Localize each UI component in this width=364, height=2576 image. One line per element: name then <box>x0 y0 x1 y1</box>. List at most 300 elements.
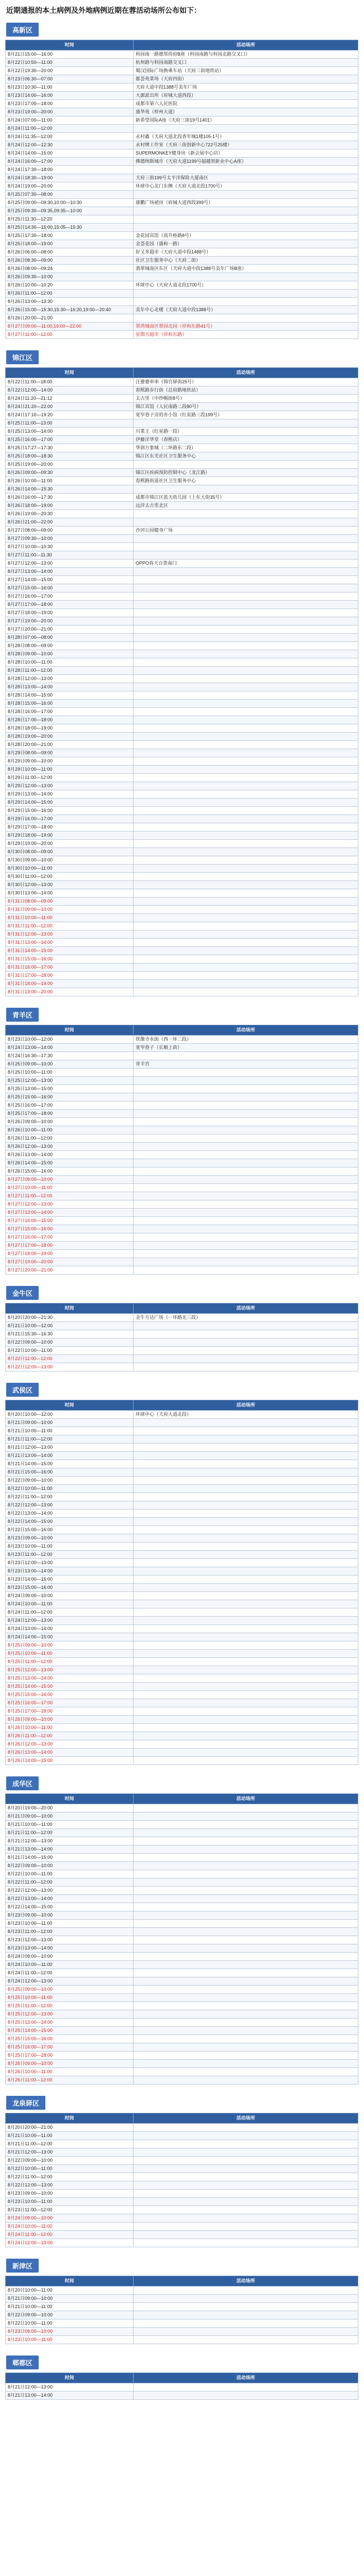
place-cell <box>134 1460 358 1468</box>
place-cell <box>134 1258 358 1266</box>
time-cell: 8月25日14:30—15:00,15:05—15:30 <box>6 224 134 232</box>
column-header-time: 时间 <box>6 1400 134 1411</box>
time-cell: 8月26日08:30—09:00 <box>6 257 134 265</box>
place-cell <box>134 1355 358 1363</box>
place-cell: 伊藤洋华堂（春熙店） <box>134 436 358 444</box>
table-row <box>6 873 358 881</box>
time-cell: 8月21日13:00—14:00 <box>6 1845 134 1854</box>
place-cell <box>134 1716 358 1724</box>
table-row <box>6 2336 358 2344</box>
table-row <box>6 757 358 766</box>
place-cell <box>134 485 358 494</box>
table-row <box>6 158 358 166</box>
column-header-time: 时间 <box>6 1025 134 1036</box>
table-row <box>6 1250 358 1258</box>
place-cell <box>134 889 358 897</box>
place-cell <box>134 799 358 807</box>
table-row <box>6 1691 358 1699</box>
time-cell: 8月24日11:00—12:00 <box>6 2231 134 2239</box>
place-cell <box>134 1804 358 1812</box>
place-cell <box>134 1592 358 1600</box>
table-row <box>6 2148 358 2157</box>
time-cell: 8月24日09:00—10:00 <box>6 2214 134 2223</box>
time-cell: 8月26日11:00—12:00 <box>6 1134 134 1143</box>
time-cell: 8月26日18:00—19:00 <box>6 502 134 510</box>
time-cell: 8月21日12:00—13:00 <box>6 1837 134 1845</box>
table-row <box>6 2383 358 2392</box>
time-cell: 8月21日14:00—15:00 <box>6 1460 134 1468</box>
time-cell: 8月26日10:00—11:00 <box>6 1724 134 1732</box>
time-cell: 8月25日12:00—13:00 <box>6 1077 134 1085</box>
time-cell: 8月21日10:00—11:00 <box>6 2132 134 2140</box>
table-row <box>6 2328 358 2336</box>
place-cell <box>134 782 358 790</box>
time-cell: 8月29日13:00—14:00 <box>6 790 134 799</box>
place-cell <box>134 2002 358 2010</box>
time-cell: 8月27日10:00—10:30 <box>6 543 134 551</box>
place-cell: 金牛万达广场（一环路北三段） <box>134 1314 358 1322</box>
place-cell <box>134 2076 358 2084</box>
table-row <box>6 799 358 807</box>
table-row <box>6 141 358 149</box>
district-section <box>5 2259 359 2344</box>
table-row <box>6 215 358 224</box>
time-cell: 8月31日15:00—16:00 <box>6 955 134 963</box>
table-row <box>6 658 358 667</box>
time-cell: 8月22日13:00—14:00 <box>6 1510 134 1518</box>
table-row <box>6 2157 358 2165</box>
table-row <box>6 675 358 683</box>
district-section <box>5 1776 359 2084</box>
table-row <box>6 1258 358 1266</box>
place-cell <box>134 1895 358 1903</box>
time-cell: 8月22日09:00—10:00 <box>6 1862 134 1870</box>
place-cell <box>134 1683 358 1691</box>
time-cell: 8月26日13:00—14:00 <box>6 1749 134 1757</box>
table-row <box>6 865 358 873</box>
place-cell: 宽窄巷子（长顺上街） <box>134 1044 358 1052</box>
time-cell: 8月24日12:00—13:00 <box>6 1977 134 1986</box>
table-row <box>6 1854 358 1862</box>
time-cell: 8月29日09:00—10:00 <box>6 757 134 766</box>
table-row <box>6 510 358 518</box>
time-cell: 8月21日12:00—13:00 <box>6 1444 134 1452</box>
time-cell: 8月20日20:00—21:30 <box>6 1314 134 1322</box>
time-cell: 8月26日14:00—15:00 <box>6 1757 134 1765</box>
place-cell <box>134 2328 358 2336</box>
time-cell: 8月31日10:00—11:00 <box>6 914 134 922</box>
time-cell: 8月24日11:20—21:12 <box>6 395 134 403</box>
table-row <box>6 2132 358 2140</box>
district-section <box>5 2355 359 2400</box>
time-cell: 8月27日14:00—15:00 <box>6 1217 134 1225</box>
place-cell: 杭州路与科园南路交叉口 <box>134 59 358 67</box>
place-cell <box>134 298 358 306</box>
time-cell: 8月26日10:00—11:00 <box>6 477 134 485</box>
table-row <box>6 50 358 59</box>
table-row <box>6 683 358 691</box>
table-row <box>6 922 358 930</box>
time-cell: 8月24日13:00—14:00 <box>6 1625 134 1633</box>
district-name: 郫都区 <box>6 2355 39 2369</box>
place-cell <box>134 1330 358 1338</box>
time-cell: 8月31日19:00—20:00 <box>6 988 134 996</box>
place-cell: 佛德纳斯城市（天府大道1199号超越领新业中心A座） <box>134 158 358 166</box>
place-cell <box>134 1575 358 1584</box>
place-cell <box>134 419 358 428</box>
place-cell <box>134 1551 358 1559</box>
time-cell: 8月28日10:00—11:00 <box>6 658 134 667</box>
time-cell: 8月23日12:00—13:00 <box>6 1559 134 1567</box>
time-cell: 8月23日15:00—16:00 <box>6 1584 134 1592</box>
time-cell: 8月23日13:00—14:00 <box>6 1944 134 1953</box>
place-cell <box>134 1994 358 2002</box>
place-cell: 蜀汉国际广场换乘车站（天府三街地铁站） <box>134 67 358 75</box>
place-cell: 太古里（中纱帽街8号） <box>134 395 358 403</box>
time-cell: 8月24日11:35—12:00 <box>6 133 134 141</box>
time-cell: 8月24日11:00—12:00 <box>6 1969 134 1977</box>
table-row <box>6 166 358 174</box>
place-cell <box>134 1986 358 1994</box>
table-row <box>6 281 358 290</box>
place-cell <box>134 1845 358 1854</box>
place-cell <box>134 1870 358 1878</box>
table-row <box>6 1986 358 1994</box>
table-row <box>6 1085 358 1093</box>
table-row <box>6 1143 358 1151</box>
time-cell: 8月27日19:00—20:00 <box>6 1258 134 1266</box>
table-row <box>6 1575 358 1584</box>
district-name: 龙泉驿区 <box>6 2096 45 2110</box>
place-cell <box>134 922 358 930</box>
time-cell: 8月26日09:00—10:00 <box>6 2060 134 2068</box>
table-row <box>6 1592 358 1600</box>
time-cell: 8月25日09:00—09:30,10:00—10:30 <box>6 199 134 207</box>
column-header-place: 活动场所 <box>134 368 358 378</box>
table-row <box>6 609 358 617</box>
place-cell: 环球中心北门东侧（天府大道北段1700号） <box>134 182 358 191</box>
time-cell: 8月25日16:00—17:00 <box>6 436 134 444</box>
time-cell: 8月21日13:00—14:00 <box>6 2392 134 2400</box>
time-cell: 8月27日11:00—12:00 <box>6 331 134 339</box>
time-cell: 8月29日16:00—17:00 <box>6 815 134 823</box>
time-cell: 8月25日11:00—13:00 <box>6 419 134 428</box>
table-row <box>6 232 358 240</box>
table-row <box>6 1829 358 1837</box>
table-row <box>6 2002 358 2010</box>
time-cell: 8月24日09:00—10:00 <box>6 1592 134 1600</box>
table-row <box>6 897 358 906</box>
table-row <box>6 2295 358 2303</box>
place-cell <box>134 2231 358 2239</box>
time-cell: 8月25日09:00—10:00 <box>6 1060 134 1069</box>
table-row <box>6 1551 358 1559</box>
location-table <box>5 1400 358 1765</box>
location-table <box>5 2372 358 2400</box>
place-cell <box>134 724 358 733</box>
district-name: 成华区 <box>6 1776 39 1790</box>
place-cell <box>134 1093 358 1101</box>
time-cell: 8月27日09:00—10:00 <box>6 1176 134 1184</box>
place-cell <box>134 1821 358 1829</box>
place-cell <box>134 2214 358 2223</box>
place-cell <box>134 1200 358 1209</box>
place-cell <box>134 2132 358 2140</box>
time-cell: 8月26日15:00—15:30,15:30—16:20,19:00—20:40 <box>6 306 134 314</box>
place-cell <box>134 642 358 650</box>
table-row <box>6 1501 358 1510</box>
table-row <box>6 1355 358 1363</box>
time-cell: 8月28日18:00—19:00 <box>6 724 134 733</box>
place-cell <box>134 914 358 922</box>
column-header-place: 活动场所 <box>134 1303 358 1314</box>
time-cell: 8月22日15:00—16:00 <box>6 1526 134 1534</box>
place-cell <box>134 988 358 996</box>
place-cell <box>134 716 358 724</box>
time-cell: 8月25日15:00—16:00 <box>6 2035 134 2043</box>
table-row <box>6 634 358 642</box>
table-row <box>6 840 358 848</box>
time-cell: 8月27日20:00—21:00 <box>6 625 134 634</box>
table-row <box>6 248 358 257</box>
time-cell: 8月25日16:00—17:00 <box>6 1101 134 1110</box>
place-cell <box>134 1242 358 1250</box>
time-cell: 8月29日08:00—09:00 <box>6 749 134 757</box>
time-cell: 8月26日14:00—15:00 <box>6 1159 134 1167</box>
table-row <box>6 1699 358 1707</box>
district-name: 武侯区 <box>6 1383 39 1397</box>
place-cell <box>134 1435 358 1444</box>
table-row <box>6 199 358 207</box>
place-cell <box>134 906 358 914</box>
table-row <box>6 1749 358 1757</box>
place-cell <box>134 2295 358 2303</box>
place-cell <box>134 1077 358 1085</box>
place-cell <box>134 2239 358 2247</box>
time-cell: 8月27日09:00—11:00,19:00—22:00 <box>6 323 134 331</box>
place-cell <box>134 1518 358 1526</box>
location-table <box>5 1025 358 1275</box>
time-cell: 8月27日18:00—19:00 <box>6 609 134 617</box>
table-row <box>6 1118 358 1126</box>
time-cell: 8月23日11:00—12:00 <box>6 2206 134 2214</box>
place-cell <box>134 757 358 766</box>
time-cell: 8月24日10:00—11:00 <box>6 1600 134 1608</box>
place-cell <box>134 1641 358 1650</box>
place-cell <box>134 551 358 560</box>
place-cell <box>134 2319 358 2328</box>
table-row <box>6 2286 358 2295</box>
table-row <box>6 149 358 158</box>
time-cell: 8月22日11:00—12:00 <box>6 1355 134 1363</box>
place-cell <box>134 1485 358 1493</box>
place-cell <box>134 1969 358 1977</box>
time-cell: 8月24日21:20—22:00 <box>6 403 134 411</box>
column-header-place: 活动场所 <box>134 40 358 50</box>
time-cell: 8月23日09:00—10:00 <box>6 1911 134 1920</box>
table-row <box>6 2319 358 2328</box>
place-cell <box>134 881 358 889</box>
place-cell <box>134 939 358 947</box>
table-row <box>6 1526 358 1534</box>
place-cell <box>134 1658 358 1666</box>
place-cell <box>134 1159 358 1167</box>
time-cell: 8月25日15:00—16:00 <box>6 1093 134 1101</box>
table-row <box>6 1543 358 1551</box>
place-cell <box>134 1151 358 1159</box>
time-cell: 8月24日18:30—19:00 <box>6 174 134 182</box>
time-cell: 8月24日12:00—13:00 <box>6 2239 134 2247</box>
place-cell <box>134 823 358 832</box>
place-cell <box>134 1724 358 1732</box>
place-cell <box>134 749 358 757</box>
table-row <box>6 1862 358 1870</box>
table-row <box>6 1821 358 1829</box>
place-cell <box>134 2173 358 2181</box>
table-row <box>6 1134 358 1143</box>
time-cell: 8月30日11:00—12:00 <box>6 873 134 881</box>
time-cell: 8月24日10:00—11:00 <box>6 1961 134 1969</box>
place-cell <box>134 207 358 215</box>
table-row <box>6 323 358 331</box>
time-cell: 8月21日09:00—10:00 <box>6 1419 134 1427</box>
table-row <box>6 1460 358 1468</box>
table-row <box>6 2223 358 2231</box>
place-cell <box>134 1812 358 1821</box>
place-cell: 汪婆婆串串（锦官驿街25号） <box>134 378 358 386</box>
time-cell: 8月21日15:00—16:00 <box>6 1468 134 1477</box>
table-row <box>6 75 358 83</box>
table-row <box>6 1608 358 1617</box>
time-cell: 8月31日12:00—13:00 <box>6 930 134 939</box>
place-cell <box>134 518 358 527</box>
place-cell <box>134 1534 358 1543</box>
place-cell <box>134 1452 358 1460</box>
place-cell <box>134 1862 358 1870</box>
table-row <box>6 485 358 494</box>
time-cell: 8月27日11:00—11:30 <box>6 551 134 560</box>
place-cell <box>134 290 358 298</box>
table-row <box>6 67 358 75</box>
time-cell: 8月23日10:00—11:00 <box>6 1543 134 1551</box>
column-header-place: 活动场所 <box>134 1794 358 1804</box>
place-cell <box>134 1740 358 1749</box>
time-cell: 8月23日09:00—10:00 <box>6 1534 134 1543</box>
time-cell: 8月25日17:27—17:30 <box>6 444 134 452</box>
place-cell: 星期天超市（祥和东路） <box>134 331 358 339</box>
time-cell: 8月25日11:00—12:00 <box>6 1658 134 1666</box>
time-cell: 8月24日16:00—17:00 <box>6 158 134 166</box>
place-cell: 金荟花园（盛和一路） <box>134 240 358 248</box>
table-row <box>6 1953 358 1961</box>
table-row <box>6 2060 358 2068</box>
place-cell: 铁像寺水街（西一环二段） <box>134 1036 358 1044</box>
time-cell: 8月29日19:00—20:00 <box>6 840 134 848</box>
table-row <box>6 59 358 67</box>
time-cell: 8月23日10:00—11:00 <box>6 1920 134 1928</box>
place-cell <box>134 461 358 469</box>
location-table <box>5 1303 358 1371</box>
place-cell <box>134 224 358 232</box>
table-row <box>6 1724 358 1732</box>
place-cell <box>134 1936 358 1944</box>
table-row <box>6 477 358 485</box>
place-cell: 永村牌工作室（天府三街创新中心722号25楼） <box>134 141 358 149</box>
time-cell: 8月27日08:00—09:00 <box>6 527 134 535</box>
time-cell: 8月25日07:30—08:00 <box>6 191 134 199</box>
place-cell <box>134 1510 358 1518</box>
table-row <box>6 1242 358 1250</box>
table-row <box>6 1812 358 1821</box>
table-row <box>6 273 358 281</box>
time-cell: 8月22日09:00—10:00 <box>6 2157 134 2165</box>
place-cell <box>134 1887 358 1895</box>
place-cell <box>134 1363 358 1371</box>
place-cell <box>134 1961 358 1969</box>
place-cell: 翡翠城南区东区（天府大道中段1388号美年广场B座） <box>134 265 358 273</box>
table-row <box>6 2303 358 2311</box>
time-cell: 8月22日14:00—15:00 <box>6 1903 134 1911</box>
place-cell <box>134 2010 358 2019</box>
place-cell: 都荟苑菜场（天府四街） <box>134 75 358 83</box>
place-cell <box>134 1126 358 1134</box>
place-cell <box>134 125 358 133</box>
table-row <box>6 1650 358 1658</box>
time-cell: 8月27日13:00—14:00 <box>6 1209 134 1217</box>
table-row <box>6 1060 358 1069</box>
table-row <box>6 2019 358 2027</box>
table-row <box>6 592 358 601</box>
place-cell <box>134 1069 358 1077</box>
time-cell: 8月26日08:00—09:24 <box>6 265 134 273</box>
table-row <box>6 1347 358 1355</box>
place-cell <box>134 1085 358 1093</box>
time-cell: 8月30日10:00—11:00 <box>6 865 134 873</box>
table-row <box>6 2165 358 2173</box>
time-cell: 8月31日14:00—15:00 <box>6 947 134 955</box>
place-cell <box>134 2392 358 2400</box>
time-cell: 8月27日09:30—10:00 <box>6 535 134 543</box>
table-row <box>6 1159 358 1167</box>
column-header-time: 时间 <box>6 1303 134 1314</box>
time-cell: 8月31日13:00—14:00 <box>6 939 134 947</box>
table-row <box>6 265 358 273</box>
place-cell <box>134 873 358 881</box>
page-title: 近期通报的本土病例及外地病例近期在蓉活动场所公布如下： <box>6 6 201 14</box>
time-cell: 8月23日11:00—12:00 <box>6 1551 134 1559</box>
time-cell: 8月27日14:00—15:00 <box>6 576 134 584</box>
place-cell <box>134 1347 358 1355</box>
table-row <box>6 1322 358 1330</box>
time-cell: 8月21日10:00—11:00 <box>6 1427 134 1435</box>
time-cell: 8月25日09:00—10:00 <box>6 1641 134 1650</box>
time-cell: 8月20日20:00—21:00 <box>6 2124 134 2132</box>
time-cell: 8月28日17:00—18:00 <box>6 716 134 724</box>
table-row <box>6 290 358 298</box>
table-row <box>6 2392 358 2400</box>
time-cell: 8月23日10:00—11:00 <box>6 2198 134 2206</box>
place-cell: 春熙路街道社区卫生服务中心 <box>134 477 358 485</box>
table-row <box>6 807 358 815</box>
time-cell: 8月28日09:00—10:00 <box>6 650 134 658</box>
time-cell: 8月28日07:00—08:00 <box>6 634 134 642</box>
column-header-time: 时间 <box>6 1794 134 1804</box>
table-row <box>6 568 358 576</box>
time-cell: 8月31日09:00—10:00 <box>6 906 134 914</box>
place-cell <box>134 897 358 906</box>
time-cell: 8月24日17:10—19:20 <box>6 411 134 419</box>
place-cell <box>134 535 358 543</box>
